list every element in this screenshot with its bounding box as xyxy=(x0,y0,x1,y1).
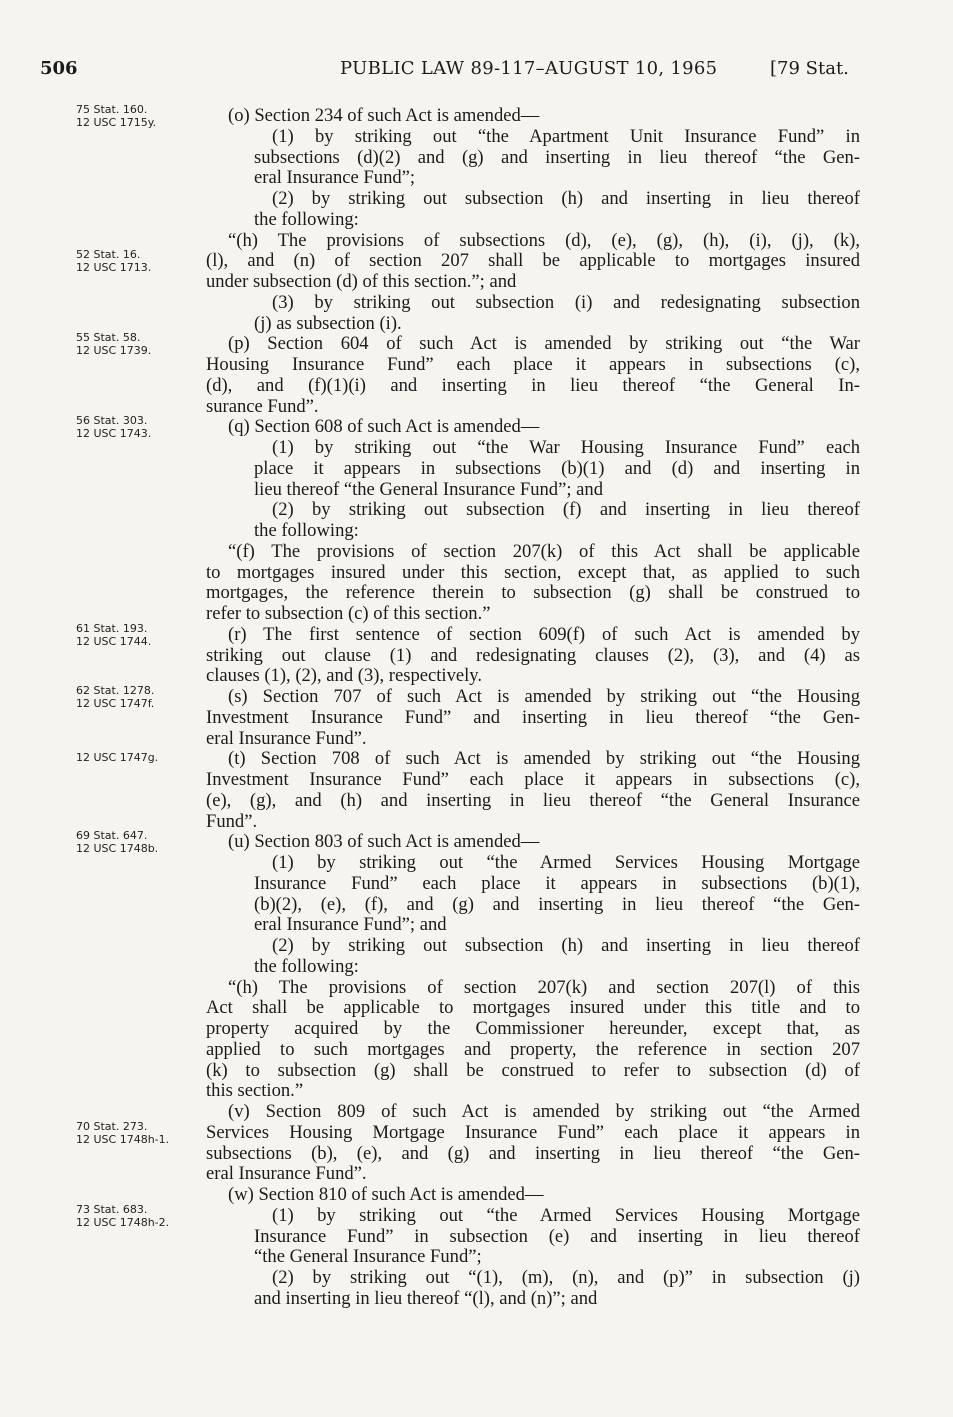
text-line: striking out clause (1) and redesignating clauses (2), (3), and (4) as xyxy=(206,644,860,666)
text-line: (2) by striking out subsection (h) and inserting in lieu thereof xyxy=(272,935,860,956)
text-line: place it appears in subsections (b)(1) and (d) and inserting in xyxy=(254,457,860,479)
text-line: “the General Insurance Fund”; xyxy=(254,1246,482,1268)
citation-usc: 12 USC 1748h-2. xyxy=(76,1215,170,1229)
text-line: (2) by striking out subsection (h) and inserting in lieu thereof xyxy=(272,188,860,209)
text-line: “(h) The provisions of subsections (d), (e), (g), (h), (i), (j), (k), xyxy=(228,229,860,251)
citation-usc: 12 USC 1713. xyxy=(76,261,152,275)
page-title: PUBLIC LAW 89-117–AUGUST 10, 1965 xyxy=(340,58,718,79)
text-line: surance Fund”. xyxy=(206,395,319,417)
text-line: Insurance Fund” each place it appears in subsections (b)(1), xyxy=(254,872,860,894)
text-line: the following: xyxy=(254,208,359,230)
citation-usc: 12 USC 1715y. xyxy=(76,116,157,129)
text-line: (s) Section 707 of such Act is amended by striking out “the Housing xyxy=(228,686,860,707)
margin-citation xyxy=(76,684,206,710)
text-line: (l), and (n) of section 207 shall be applicable to mortgages insured xyxy=(206,250,860,272)
citation-usc: 12 USC 1743. xyxy=(76,427,152,441)
text-line: refer to subsection (c) of this section.” xyxy=(206,603,491,624)
citation-usc: 12 USC 1744. xyxy=(76,634,152,648)
text-line: (k) to subsection (g) shall be construed to refer to subsection (d) of xyxy=(206,1059,860,1081)
statute-body xyxy=(206,106,860,1310)
text-line: eral Insurance Fund”; and xyxy=(254,914,447,936)
text-line: (j) as subsection (i). xyxy=(254,312,402,334)
margin-citation xyxy=(76,414,206,440)
running-header xyxy=(0,58,953,86)
text-line: subsections (b), (e), and (g) and inserting in lieu thereof “the Gen- xyxy=(206,1142,860,1164)
margin-citation xyxy=(76,1203,206,1229)
text-line: (3) by striking out subsection (i) and redesignating subsection xyxy=(272,291,860,313)
text-line: (o) Section 234 of such Act is amended— xyxy=(228,105,540,126)
text-line: (b)(2), (e), (f), and (g) and inserting in lieu thereof “the Gen- xyxy=(254,893,860,915)
text-line: Investment Insurance Fund” each place it appears in subsections (c), xyxy=(206,769,860,790)
text-line: eral Insurance Fund”. xyxy=(206,1163,367,1185)
text-line: and inserting in lieu thereof “(l), and (n)”; and xyxy=(254,1287,598,1309)
citation-stat: 52 Stat. 16. xyxy=(76,248,141,262)
text-line: (t) Section 708 of such Act is amended by striking out “the Housing xyxy=(228,748,860,770)
page-number: 506 xyxy=(40,58,78,79)
margin-citation xyxy=(76,248,206,274)
text-line: clauses (1), (2), and (3), respectively. xyxy=(206,665,483,687)
citation-usc: 12 USC 1748h-1. xyxy=(76,1132,170,1146)
margin-citation xyxy=(76,1120,206,1146)
text-line: Services Housing Mortgage Insurance Fund” each place it appears in xyxy=(206,1121,860,1143)
text-line: Housing Insurance Fund” each place it appears in subsections (c), xyxy=(206,354,860,375)
citation-stat: 69 Stat. 647. xyxy=(76,829,148,843)
text-line: (1) by striking out “the Armed Services Housing Mortgage xyxy=(272,1204,860,1226)
text-line: (u) Section 803 of such Act is amended— xyxy=(228,831,540,853)
text-line: mortgages, the reference therein to subsection (g) shall be construed to xyxy=(206,582,860,604)
text-line: under subsection (d) of this section.”; and xyxy=(206,271,517,292)
text-line: (v) Section 809 of such Act is amended by striking out “the Armed xyxy=(228,1101,860,1122)
text-line: Act shall be applicable to mortgages insured under this title and to xyxy=(206,997,860,1019)
text-line: (r) The first sentence of section 609(f) of such Act is amended by xyxy=(228,623,860,645)
margin-citation xyxy=(76,622,206,648)
text-line: (2) by striking out “(1), (m), (n), and (p)” in subsection (j) xyxy=(272,1267,860,1288)
text-line: eral Insurance Fund”. xyxy=(206,727,367,749)
citation-stat: 55 Stat. 58. xyxy=(76,331,141,345)
text-line: (1) by striking out “the Armed Services Housing Mortgage xyxy=(272,852,860,873)
text-line: (1) by striking out “the War Housing Insurance Fund” each xyxy=(272,437,860,458)
text-line: Investment Insurance Fund” and inserting in lieu thereof “the Gen- xyxy=(206,706,860,728)
citation-stat: 70 Stat. 273. xyxy=(76,1119,148,1133)
text-line: subsections (d)(2) and (g) and inserting in lieu thereof “the Gen- xyxy=(254,146,860,168)
text-line: (q) Section 608 of such Act is amended— xyxy=(228,416,540,438)
text-line: (w) Section 810 of such Act is amended— xyxy=(228,1184,544,1205)
text-line: “(h) The provisions of section 207(k) and section 207(l) of this xyxy=(228,976,860,998)
text-line: (d), and (f)(1)(i) and inserting in lieu thereof “the General In- xyxy=(206,374,860,396)
text-line: property acquired by the Commissioner hereunder, except that, as xyxy=(206,1018,860,1039)
margin-citation xyxy=(76,829,206,855)
citation-stat: 75 Stat. 160. xyxy=(76,103,148,116)
citation-usc: 12 USC 1739. xyxy=(76,344,152,358)
text-line: eral Insurance Fund”; xyxy=(254,167,416,189)
text-line: (e), (g), and (h) and inserting in lieu thereof “the General Insurance xyxy=(206,789,860,811)
text-line: Fund”. xyxy=(206,810,258,832)
margin-citation xyxy=(76,103,206,129)
text-line: the following: xyxy=(254,520,359,541)
citation-stat: 62 Stat. 1278. xyxy=(76,684,155,697)
citation-stat: 61 Stat. 193. xyxy=(76,621,148,635)
text-line: to mortgages insured under this section, except that, as applied to such xyxy=(206,561,860,583)
text-line: the following: xyxy=(254,955,359,977)
citation-usc: 12 USC 1747f. xyxy=(76,697,155,710)
text-line: lieu thereof “the General Insurance Fund”; and xyxy=(254,478,603,500)
text-line: applied to such mortgages and property, the reference in section 207 xyxy=(206,1038,860,1060)
margin-citation xyxy=(76,751,206,764)
citation-usc: 12 USC 1748b. xyxy=(76,842,159,856)
text-line: (p) Section 604 of such Act is amended by striking out “the War xyxy=(228,333,860,355)
text-line: (1) by striking out “the Apartment Unit Insurance Fund” in xyxy=(272,125,860,147)
text-line: “(f) The provisions of section 207(k) of this Act shall be applicable xyxy=(228,540,860,562)
margin-citation xyxy=(76,331,206,357)
text-line: Insurance Fund” in subsection (e) and inserting in lieu thereof xyxy=(254,1225,860,1247)
citation-usc: 12 USC 1747g. xyxy=(76,751,159,765)
citation-stat: 56 Stat. 303. xyxy=(76,414,148,428)
volume-reference: [79 Stat. xyxy=(770,58,849,79)
text-line: this section.” xyxy=(206,1080,304,1102)
text-line: (2) by striking out subsection (f) and inserting in lieu thereof xyxy=(272,499,860,521)
citation-stat: 73 Stat. 683. xyxy=(76,1202,148,1216)
